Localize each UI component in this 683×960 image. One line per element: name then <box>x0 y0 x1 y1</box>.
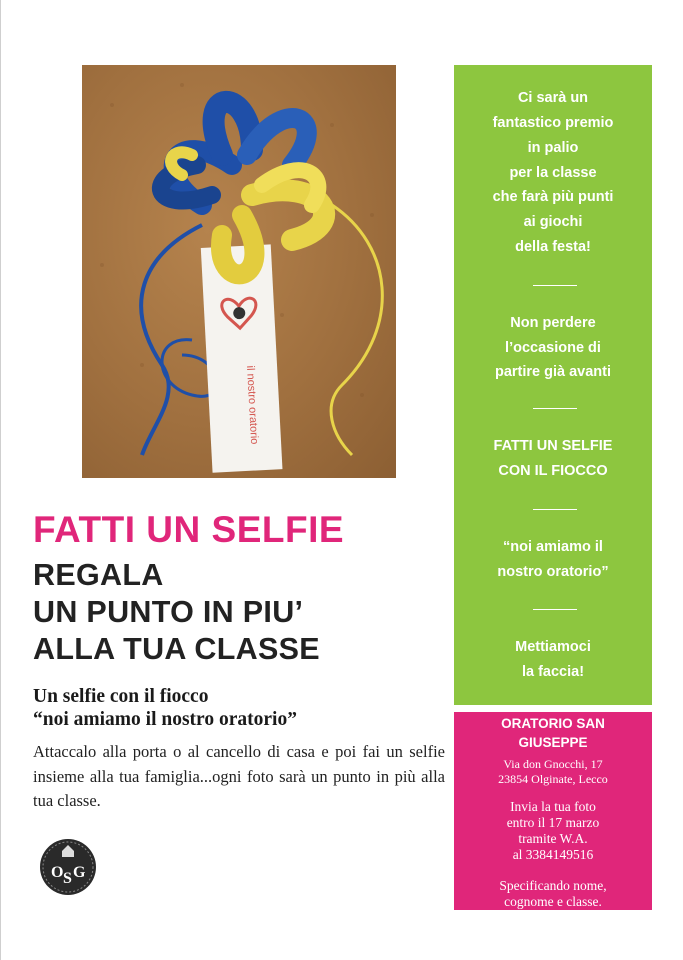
subtitle-line-1: Un selfie con il fiocco <box>33 686 209 707</box>
logo-letter-g: G <box>73 864 86 881</box>
osg-logo <box>38 837 98 897</box>
ribbon-illustration <box>82 65 396 478</box>
pink-contact-box <box>454 712 652 910</box>
headline-line-2: UN PUNTO IN PIU’ <box>33 595 304 629</box>
prize-line: ai giochi <box>523 214 583 230</box>
oratorio-title-line: ORATORIO SAN <box>501 716 605 731</box>
prize-line: Ci sarà un <box>517 90 589 106</box>
tag-partial-text: amo <box>226 265 245 277</box>
send-line: Invia la tua foto <box>510 799 596 814</box>
address-line: 23854 Olginate, Lecco <box>498 772 608 786</box>
tag-text: il nostro oratorio <box>244 365 261 445</box>
quote-line: “noi amiamo il <box>503 539 603 555</box>
headline-selfie: FATTI UN SELFIE <box>33 509 345 550</box>
separator <box>533 285 577 286</box>
send-line: tramite W.A. <box>518 831 588 846</box>
prize-line: in palio <box>527 140 579 156</box>
prize-line: che farà più punti <box>492 189 614 205</box>
send-line: entro il 17 marzo <box>506 815 600 830</box>
quote-line: nostro oratorio” <box>497 564 609 580</box>
logo-letter-o: O <box>51 864 64 881</box>
selfie-line: FATTI UN SELFIE <box>493 438 613 454</box>
body-paragraph: Attaccalo alla porta o al cancello di casa e poi fai un selfie insieme alla tua famiglia...ogni foto sarà un punto in più alla tua classe. <box>33 742 445 810</box>
address-line: Via don Gnocchi, 17 <box>503 757 603 771</box>
separator <box>533 509 577 510</box>
chance-line: l’occasione di <box>505 340 601 356</box>
spec-line: Specificando nome, <box>499 878 607 893</box>
selfie-line: CON IL FIOCCO <box>498 463 608 479</box>
headline-line-3: ALLA TUA CLASSE <box>33 632 320 666</box>
green-info-box <box>454 65 652 705</box>
send-line: al 3384149516 <box>512 847 594 862</box>
face-line: Mettiamoci <box>515 639 591 655</box>
chance-line: partire già avanti <box>494 364 612 380</box>
face-line: la faccia! <box>521 664 585 680</box>
page-edge-line <box>0 0 1 960</box>
spec-line: cognome e classe. <box>504 894 602 909</box>
chance-line: Non perdere <box>510 315 596 331</box>
headline-line-1: REGALA <box>33 558 164 592</box>
ribbon-photo <box>82 65 396 478</box>
subtitle-line-2: “noi amiamo il nostro oratorio” <box>33 709 297 730</box>
prize-line: fantastico premio <box>492 115 614 131</box>
oratorio-title-line: GIUSEPPE <box>518 735 588 750</box>
prize-line: per la classe <box>509 165 597 181</box>
separator <box>533 408 577 409</box>
separator <box>533 609 577 610</box>
prize-line: della festa! <box>515 239 591 255</box>
logo-letter-s: S <box>63 870 72 887</box>
